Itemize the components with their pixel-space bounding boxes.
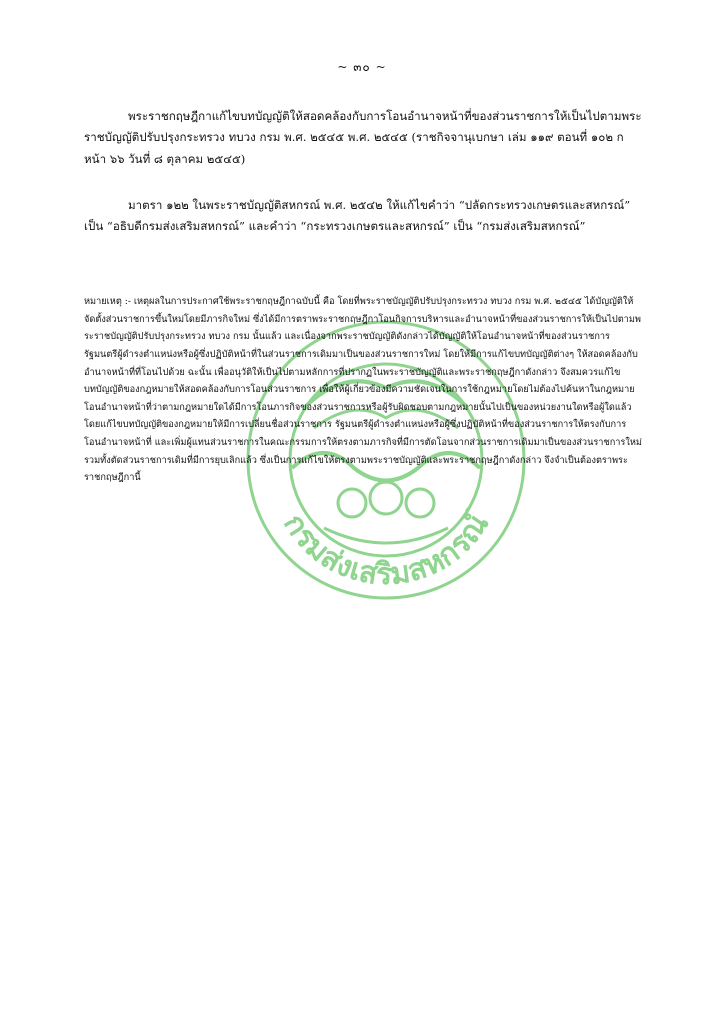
- seal-text: กรมส่งเสริมสหกรณ์: [276, 507, 496, 593]
- footnote-note: หมายเหตุ :- เหตุผลในการประกาศใช้พระราชกฤษฎีกาฉบับนี้ คือ โดยที่พระราชบัญญัติปรับปรุงกระทรวง ทบวง กรม พ.ศ. ๒๕๔๕ ได้บัญญัติให้จัดตั้งส่วนราชการขึ้นใหม่โดยมีภารกิจใหม่ ซึ่งได้มีการตราพระราชกฤษฎีกาโอนกิจการบริหารและอำนาจหน้าที่ของส่วนราชการให้เป็นไปตามพระราชบัญญัติปรับปรุงกระทรวง ทบวง กรม นั้นแล้ว และเนื่องจากพระราชบัญญัติดังกล่าวได้บัญญัติให้โอนอำนาจหน้าที่ของส่วนราชการ รัฐมนตรีผู้ดำรงตำแหน่งหรือผู้ซึ่งปฏิบัติหน้าที่ในส่วนราชการเดิมมาเป็นของส่วนราชการใหม่ โดยให้มีการแก้ไขบทบัญญัติต่างๆ ให้สอดคล้องกับอำนาจหน้าที่ที่โอนไปด้วย ฉะนั้น เพื่ออนุวัติให้เป็นไปตามหลักการที่ปรากฏในพระราชบัญญัติและพระราชกฤษฎีกาดังกล่าว จึงสมควรแก้ไขบทบัญญัติของกฎหมายให้สอดคล้องกับการโอนส่วนราชการ เพื่อให้ผู้เกี่ยวข้องมีความชัดเจนในการใช้กฎหมายโดยไม่ต้องไปค้นหาในกฎหมายโอนอำนาจหน้าที่ว่าตามกฎหมายใดได้มีการโอนภารกิจของส่วนราชการหรือผู้รับผิดชอบตามกฎหมายนั้นไปเป็นของหน่วยงานใดหรือผู้ใดแล้ว โดยแก้ไขบทบัญญัติของกฎหมายให้มีการเปลี่ยนชื่อส่วนราชการ รัฐมนตรีผู้ดำรงตำแหน่งหรือผู้ซึ่งปฏิบัติหน้าที่ของส่วนราชการให้ตรงกับการโอนอำนาจหน้าที่ และเพิ่มผู้แทนส่วนราชการในคณะกรรมการให้ตรงตามภารกิจที่มีการตัดโอนจากส่วนราชการเดิมมาเป็นของส่วนราชการใหม่ รวมทั้งตัดส่วนราชการเดิมที่มีการยุบเลิกแล้ว ซึ่งเป็นการแก้ไขให้ตรงตามพระราชบัญญัติและพระราชกฤษฎีกาดังกล่าว จึงจำเป็นต้องตราพระราชกฤษฎีกานี้: [84, 296, 642, 484]
- paragraph-section-122: มาตรา ๑๒๒ ในพระราชบัญญัติสหกรณ์ พ.ศ. ๒๕๔๒ ให้แก้ไขคำว่า “ปลัดกระทรวงเกษตรและสหกรณ์” เป็น “อธิบดีกรมส่งเสริมสหกรณ์” และคำว่า “กระทรวงเกษตรและสหกรณ์” เป็น “กรมส่งเสริมสหกรณ์”: [84, 197, 631, 234]
- paragraph-decree-title: พระราชกฤษฎีกาแก้ไขบทบัญญัติให้สอดคล้องกับการโอนอำนาจหน้าที่ของส่วนราชการให้เป็นไปตามพระราชบัญญัติปรับปรุงกระทรวง ทบวง กรม พ.ศ. ๒๕๔๕ พ.ศ. ๒๕๔๕ (ราชกิจจานุเบกษา เล่ม ๑๑๙ ตอนที่ ๑๐๒ ก หน้า ๖๖ วันที่ ๘ ตุลาคม ๒๕๔๕): [84, 108, 642, 166]
- page-number: ~ ๓๐ ~: [337, 60, 387, 74]
- svg-text:กรมส่งเสริมสหกรณ์: [276, 507, 496, 592]
